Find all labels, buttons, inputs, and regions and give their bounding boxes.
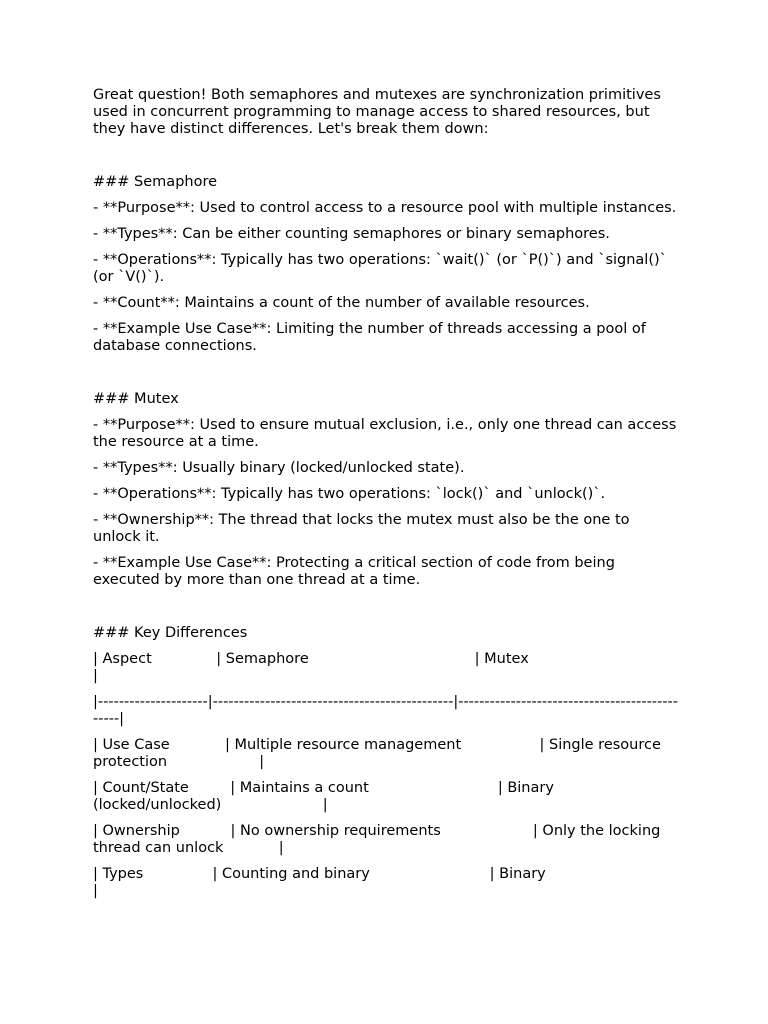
semaphore-item: - **Example Use Case**: Limiting the number of threads accessing a pool of database connections. — [93, 321, 651, 354]
mutex-heading: ### Mutex — [93, 391, 179, 407]
table-row: | Count/State | Maintains a count | Binary (locked/unlocked) | — [93, 780, 559, 813]
semaphore-item: - **Operations**: Typically has two operations: `wait()` (or `P()`) and `signal()` (or `V()`). — [93, 252, 672, 285]
mutex-item: - **Purpose**: Used to ensure mutual exclusion, i.e., only one thread can access the resource at a time. — [93, 417, 681, 450]
table-row: |---------------------|----------------------------------------------|-----------------------------------------------| — [93, 694, 678, 727]
semaphore-heading: ### Semaphore — [93, 174, 218, 190]
table-row: | Types | Counting and binary | Binary | — [93, 866, 731, 899]
differences-heading: ### Key Differences — [93, 625, 248, 641]
table-row: | Aspect | Semaphore | Mutex | — [93, 651, 718, 684]
mutex-section — [93, 391, 681, 589]
mutex-item: - **Example Use Case**: Protecting a critical section of code from being executed by more than one thread at a time. — [93, 555, 620, 588]
semaphore-section — [93, 174, 678, 355]
mutex-item: - **Operations**: Typically has two operations: `lock()` and `unlock()`. — [93, 486, 606, 502]
table-row: | Ownership | No ownership requirements | Only the locking thread can unlock | — [93, 823, 665, 856]
semaphore-item: - **Purpose**: Used to control access to a resource pool with multiple instances. — [93, 200, 677, 216]
semaphore-item: - **Count**: Maintains a count of the number of available resources. — [93, 295, 590, 311]
table-row: | Use Case | Multiple resource management | Single resource protection | — [93, 737, 666, 770]
differences-section — [93, 625, 731, 900]
semaphore-item: - **Types**: Can be either counting semaphores or binary semaphores. — [93, 226, 610, 242]
mutex-item: - **Ownership**: The thread that locks the mutex must also be the one to unlock it. — [93, 512, 635, 545]
document-page — [93, 87, 731, 909]
intro-paragraph: Great question! Both semaphores and mutexes are synchronization primitives used in concurrent programming to manage access to shared resources, but they have distinct differences. Let's break them down: — [93, 87, 666, 137]
mutex-item: - **Types**: Usually binary (locked/unlocked state). — [93, 460, 465, 476]
